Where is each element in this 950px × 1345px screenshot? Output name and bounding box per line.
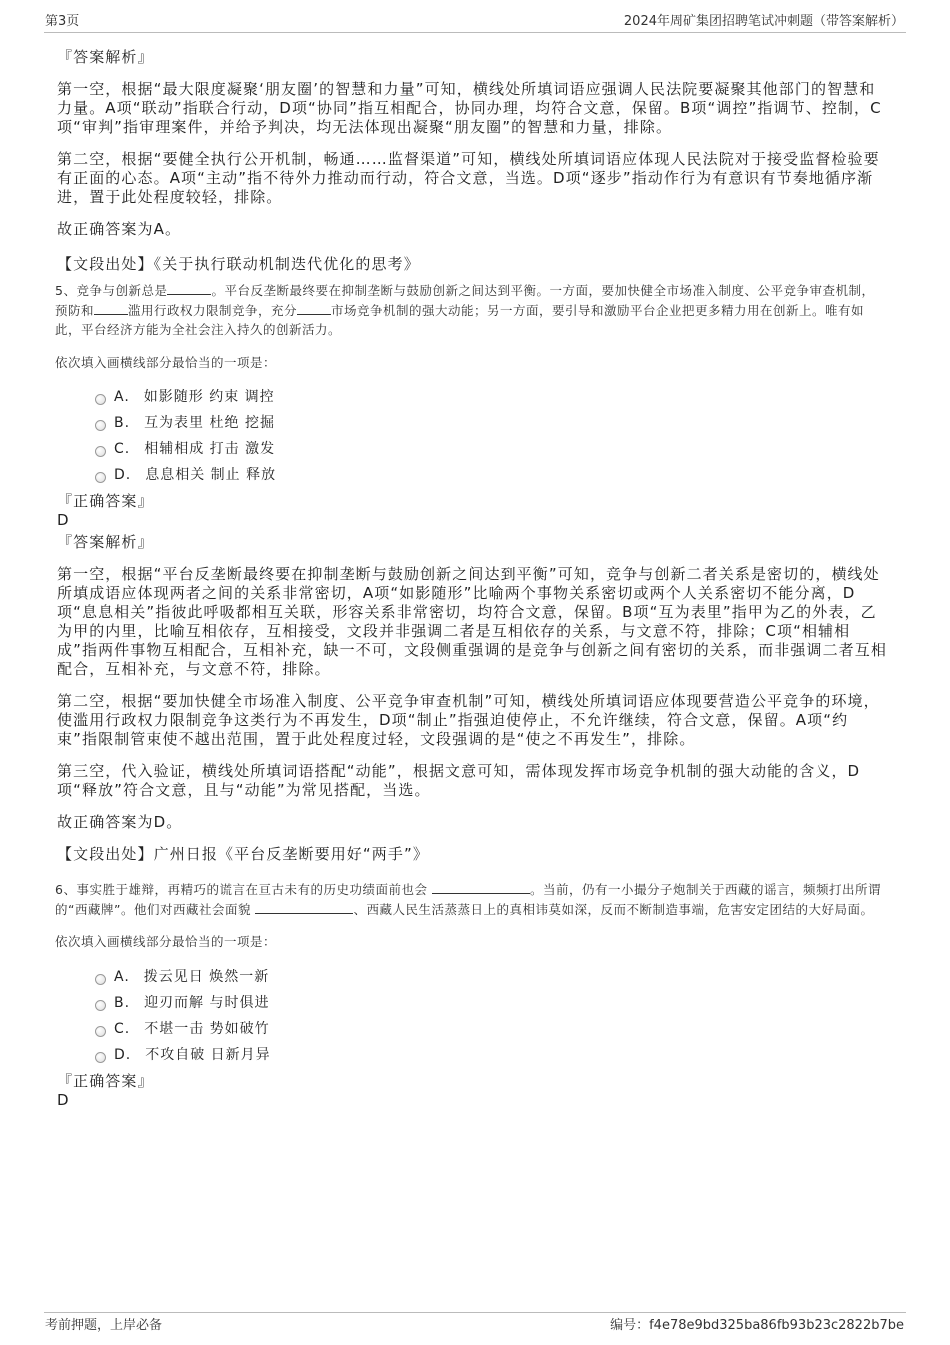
source: 【文段出处】《关于执行联动机制迭代优化的思考》 [57, 255, 420, 273]
answer-value: D [57, 511, 70, 529]
analysis-paragraph: 第一空，根据“最大限度凝聚‘朋友圈’的智慧和力量”可知，横线处所填词语应强调人民法院要凝聚其他部门的智慧和力量。A项“联动”指联合行动，D项“协同”指互相配合，协同办理，均符合文意，保留。B项“调控”指调节、控制，C项“审判”指审理案件，并给予判决，均无法体现出凝聚“朋友圈”的智慧和力量，排除。 [57, 80, 882, 136]
answer-label: 『正确答案』 [57, 492, 154, 510]
radio-icon[interactable] [95, 446, 106, 457]
analysis-label: 『答案解析』 [57, 533, 154, 551]
radio-icon[interactable] [95, 974, 106, 985]
radio-icon[interactable] [95, 1026, 106, 1037]
footer-slogan: 考前押题，上岸必备 [45, 1318, 163, 1333]
radio-icon[interactable] [95, 1000, 106, 1011]
option-a[interactable]: A. 拨云见日 焕然一新 [95, 968, 887, 987]
conclusion: 故正确答案为D。 [57, 813, 183, 831]
footer-divider [44, 1312, 906, 1313]
option-c[interactable]: C. 相辅相成 打击 激发 [95, 440, 887, 459]
question-prompt: 依次填入画横线部分最恰当的一项是： [55, 934, 277, 949]
radio-icon[interactable] [95, 472, 106, 483]
document-code: 编号：f4e78e9bd325ba86fb93b23c2822b7be [610, 1318, 904, 1333]
option-b[interactable]: B. 互为表里 杜绝 挖掘 [95, 414, 887, 433]
header-divider [44, 32, 906, 33]
page-number: 第3页 [45, 14, 80, 29]
document-body [55, 48, 887, 1110]
radio-icon[interactable] [95, 394, 106, 405]
option-d[interactable]: D. 不攻自破 日新月异 [95, 1046, 887, 1065]
blank [432, 881, 530, 894]
blank [94, 302, 128, 315]
question-prompt: 依次填入画横线部分最恰当的一项是： [55, 354, 277, 370]
analysis-paragraph: 第一空，根据“平台反垄断最终要在抑制垄断与鼓励创新之间达到平衡”可知，竞争与创新二者关系是密切的，横线处所填成语应体现两者之间的关系非常密切，A项“如影随形”比喻两个事物关系密切或两个人关系密切不能分离，D项“息息相关”指彼此呼吸都相互关联，形容关系非常密切，均符合文意，保留。B项“互为表里”指甲为乙的外表，乙为甲的内里，比喻互相依存，互相接受，文段并非强调二者是互相依存的关系，与文意不符，排除；C项“相辅相成”指两件事物互相配合，互相补充，缺一不可，文段侧重强调的是竞争与创新之间有密切的关系，而非强调二者互相配合，互相补充，与文意不符，排除。 [57, 565, 887, 678]
radio-icon[interactable] [95, 420, 106, 431]
answer-value: D [57, 1090, 70, 1109]
blank [255, 901, 353, 914]
document-title: 2024年周矿集团招聘笔试冲刺题（带答案解析） [623, 14, 904, 29]
option-d[interactable]: D. 息息相关 制止 释放 [95, 466, 887, 485]
source: 【文段出处】广州日报《平台反垄断要用好“两手”》 [57, 845, 429, 863]
conclusion: 故正确答案为A。 [57, 220, 182, 238]
blank [167, 282, 211, 295]
question-stem: 5、竞争与创新总是 。平台反垄断最终要在抑制垄断与鼓励创新之间达到平衡。一方面，要加快健全市场准入制度、公平竞争审查机制，预防和 滥用行政权力限制竞争，充分 市场竞争机制的强大动能；另一方面，要引导和激励平台企业把更多精力用在创新上。唯有如此，平台经济方能为全社会注入持久的创新活力。 [55, 283, 875, 337]
option-b[interactable]: B. 迎刃而解 与时俱进 [95, 994, 887, 1013]
analysis-label: 『答案解析』 [57, 48, 154, 66]
option-a[interactable]: A. 如影随形 约束 调控 [95, 388, 887, 407]
question-stem: 6、事实胜于雄辩，再精巧的谎言在亘古未有的历史功绩面前也会 。当前，仍有一小撮分子炮制关于西藏的谣言，频频打出所谓的“西藏牌”。他们对西藏社会面貌 、西藏人民生活蒸蒸日上的真相讳莫如深，反而不断制造事端，危害安定团结的大好局面。 [55, 882, 881, 917]
analysis-paragraph: 第二空，根据“要加快健全市场准入制度、公平竞争审查机制”可知，横线处所填词语应体现要营造公平竞争的环境，使滥用行政权力限制竞争这类行为不再发生，D项“制止”指强迫使停止，不允许继续，符合文意，保留。A项“约束”指限制管束使不越出范围，置于此处程度过轻，文段强调的是“使之不再发生”，排除。 [57, 692, 880, 748]
radio-icon[interactable] [95, 1052, 106, 1063]
blank [297, 302, 331, 315]
analysis-paragraph: 第二空，根据“要健全执行公开机制，畅通……监督渠道”可知，横线处所填词语应体现人民法院对于接受监督检验要有正面的心态。A项“主动”指不待外力推动而行动，符合文意，当选。D项“逐步”指动作行为有意识有节奏地循序渐进，置于此处程度较轻，排除。 [57, 150, 880, 206]
answer-label: 『正确答案』 [57, 1071, 154, 1090]
analysis-paragraph: 第三空，代入验证，横线处所填词语搭配“动能”，根据文意可知，需体现发挥市场竞争机制的强大动能的含义，D项“释放”符合文意，且与“动能”为常见搭配，当选。 [57, 762, 861, 799]
option-c[interactable]: C. 不堪一击 势如破竹 [95, 1020, 887, 1039]
